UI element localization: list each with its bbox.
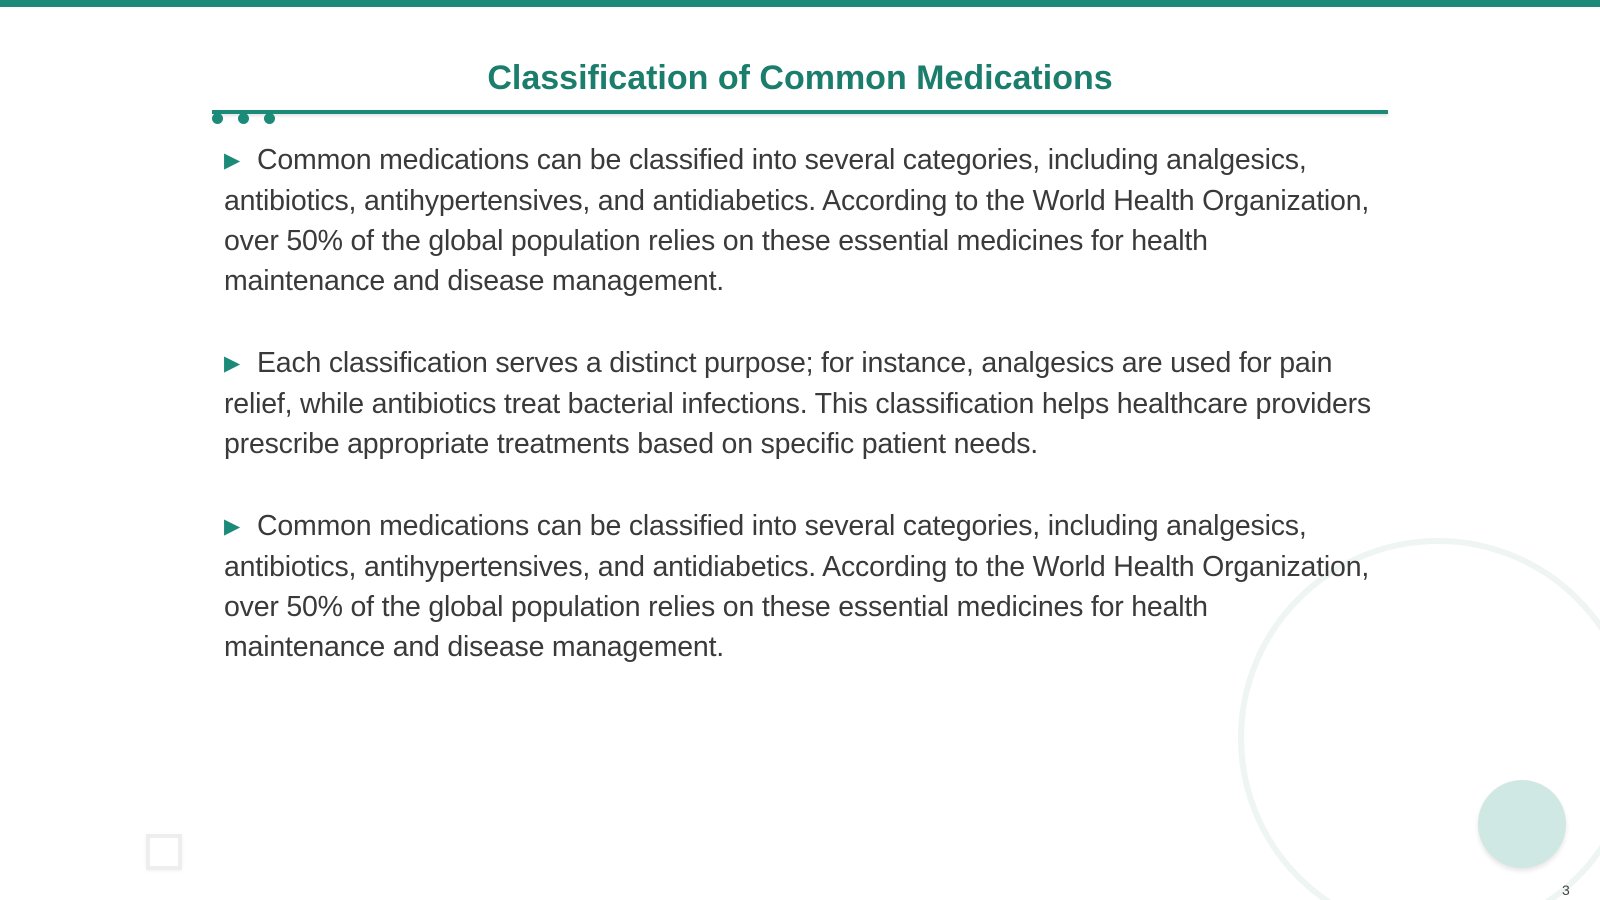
bullet-list [224, 140, 1374, 709]
slide-title: Classification of Common Medications [487, 59, 1113, 97]
bullet-arrow-icon: ▶ [224, 149, 240, 172]
paragraph-text: Common medications can be classified into several categories, including analgesics, antibiotics, antihypertensives, and antidiabetics. According to the World Health Organization, over 50% of the global population relies on these essential medicines for health maintenance and disease management. [224, 144, 1370, 297]
title-underline [212, 110, 1388, 114]
decorative-dot-2 [238, 113, 249, 124]
decorative-dot-1 [212, 113, 223, 124]
decorative-circle-filled [1478, 780, 1566, 868]
top-accent-bar [0, 0, 1600, 7]
bullet-arrow-icon: ▶ [224, 352, 240, 375]
bullet-paragraph-3 [224, 506, 1374, 667]
bullet-paragraph-2 [224, 343, 1374, 464]
bullet-paragraph-1 [224, 140, 1374, 301]
decorative-dot-3 [264, 113, 275, 124]
page-number: 3 [1562, 882, 1570, 898]
paragraph-text: Each classification serves a distinct purpose; for instance, analgesics are used for pain relief, while antibiotics treat bacterial infections. This classification helps healthcare providers prescribe appropriate treatments based on specific patient needs. [224, 347, 1371, 460]
decorative-square [146, 834, 182, 870]
paragraph-text: Common medications can be classified into several categories, including analgesics, antibiotics, antihypertensives, and antidiabetics. According to the World Health Organization, over 50% of the global population relies on these essential medicines for health maintenance and disease management. [224, 510, 1370, 663]
bullet-arrow-icon: ▶ [224, 515, 240, 538]
